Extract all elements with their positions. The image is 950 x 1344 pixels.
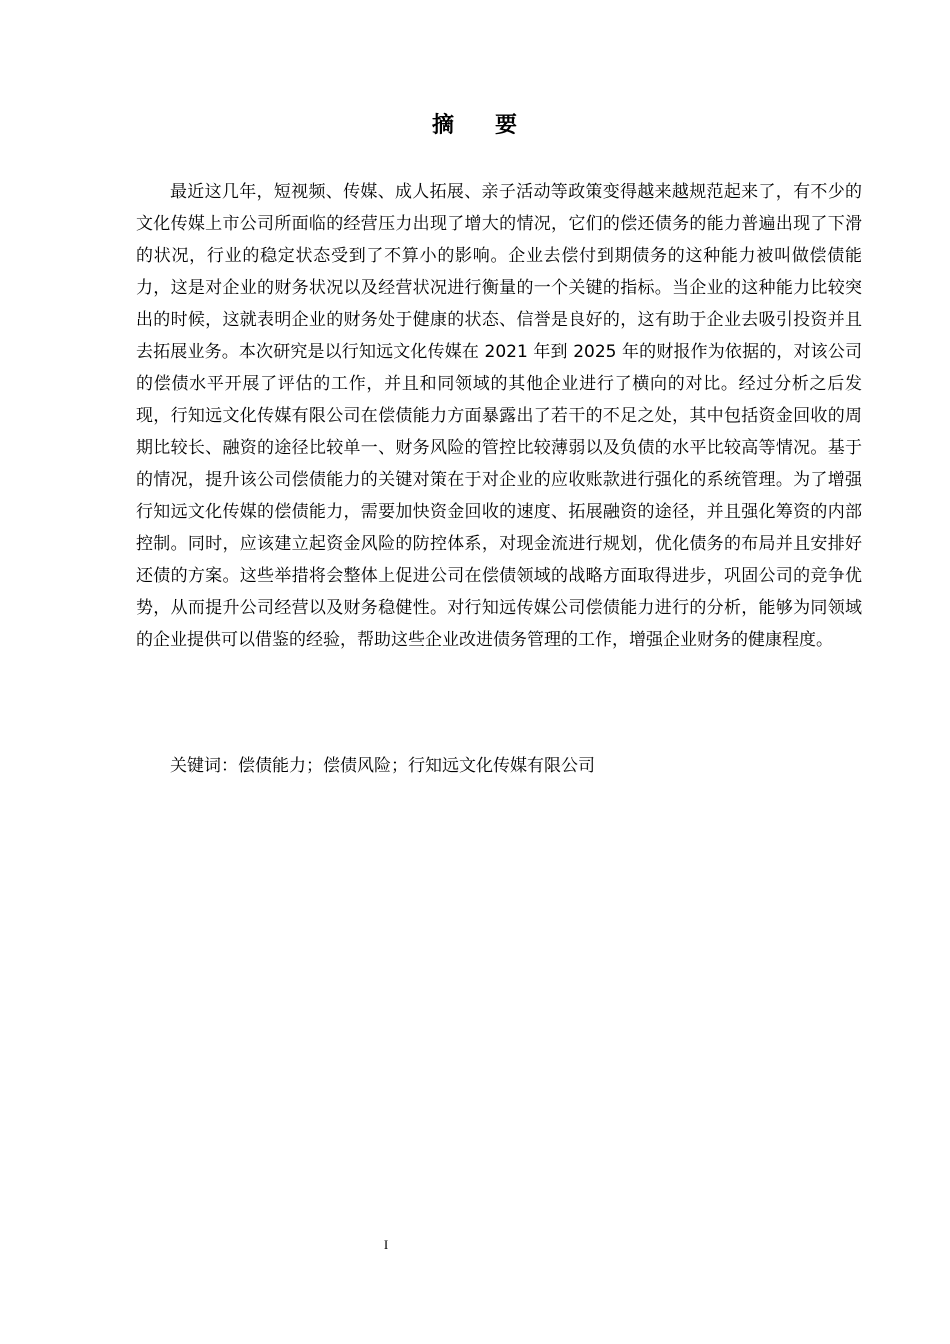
heading-char-2: 要	[495, 113, 519, 138]
keywords-label: 关键词：	[170, 756, 238, 776]
abstract-paragraph: 最近这几年，短视频、传媒、成人拓展、亲子活动等政策变得越来越规范起来了，有不少的文化传媒上市公司所面临的经营压力出现了增大的情况，它们的偿还债务的能力普遍出现了下滑的状况，行业的稳定状态受到了不算小的影响。企业去偿付到期债务的这种能力被叫做偿债能力，这是对企业的财务状况以及经营状况进行衡量的一个关键的指标。当企业的这种能力比较突出的时候，这就表明企业的财务处于健康的状态、信誉是良好的，这有助于企业去吸引投资并且去拓展业务。本次研究是以行知远文化传媒在 2021 年到 2025 年的财报作为依据的，对该公司的偿债水平开展了评估的工作，并且和同领域的其他企业进行了横向的对比。经过分析之后发现，行知远文化传媒有限公司在偿债能力方面暴露出了若干的不足之处，其中包括资金回收的周期比较长、融资的途径比较单一、财务风险的管控比较薄弱以及负债的水平比较高等情况。基于的情况，提升该公司偿债能力的关键对策在于对企业的应收账款进行强化的系统管理。为了增强行知远文化传媒的偿债能力，需要加快资金回收的速度、拓展融资的途径，并且强化筹资的内部控制。同时，应该建立起资金风险的防控体系，对现金流进行规划，优化债务的布局并且安排好还债的方案。这些举措将会整体上促进公司在偿债领域的战略方面取得进步，巩固公司的竞争优势，从而提升公司经营以及财务稳健性。对行知远传媒公司偿债能力进行的分析，能够为同领域的企业提供可以借鉴的经验，帮助这些企业改进债务管理的工作，增强企业财务的健康程度。	[136, 182, 862, 650]
keywords-text: 偿债能力；偿债风险；行知远文化传媒有限公司	[238, 756, 595, 776]
keywords-line	[170, 750, 595, 782]
page-number: I	[383, 1237, 389, 1252]
abstract-heading	[0, 110, 950, 142]
heading-char-1: 摘	[431, 113, 455, 138]
